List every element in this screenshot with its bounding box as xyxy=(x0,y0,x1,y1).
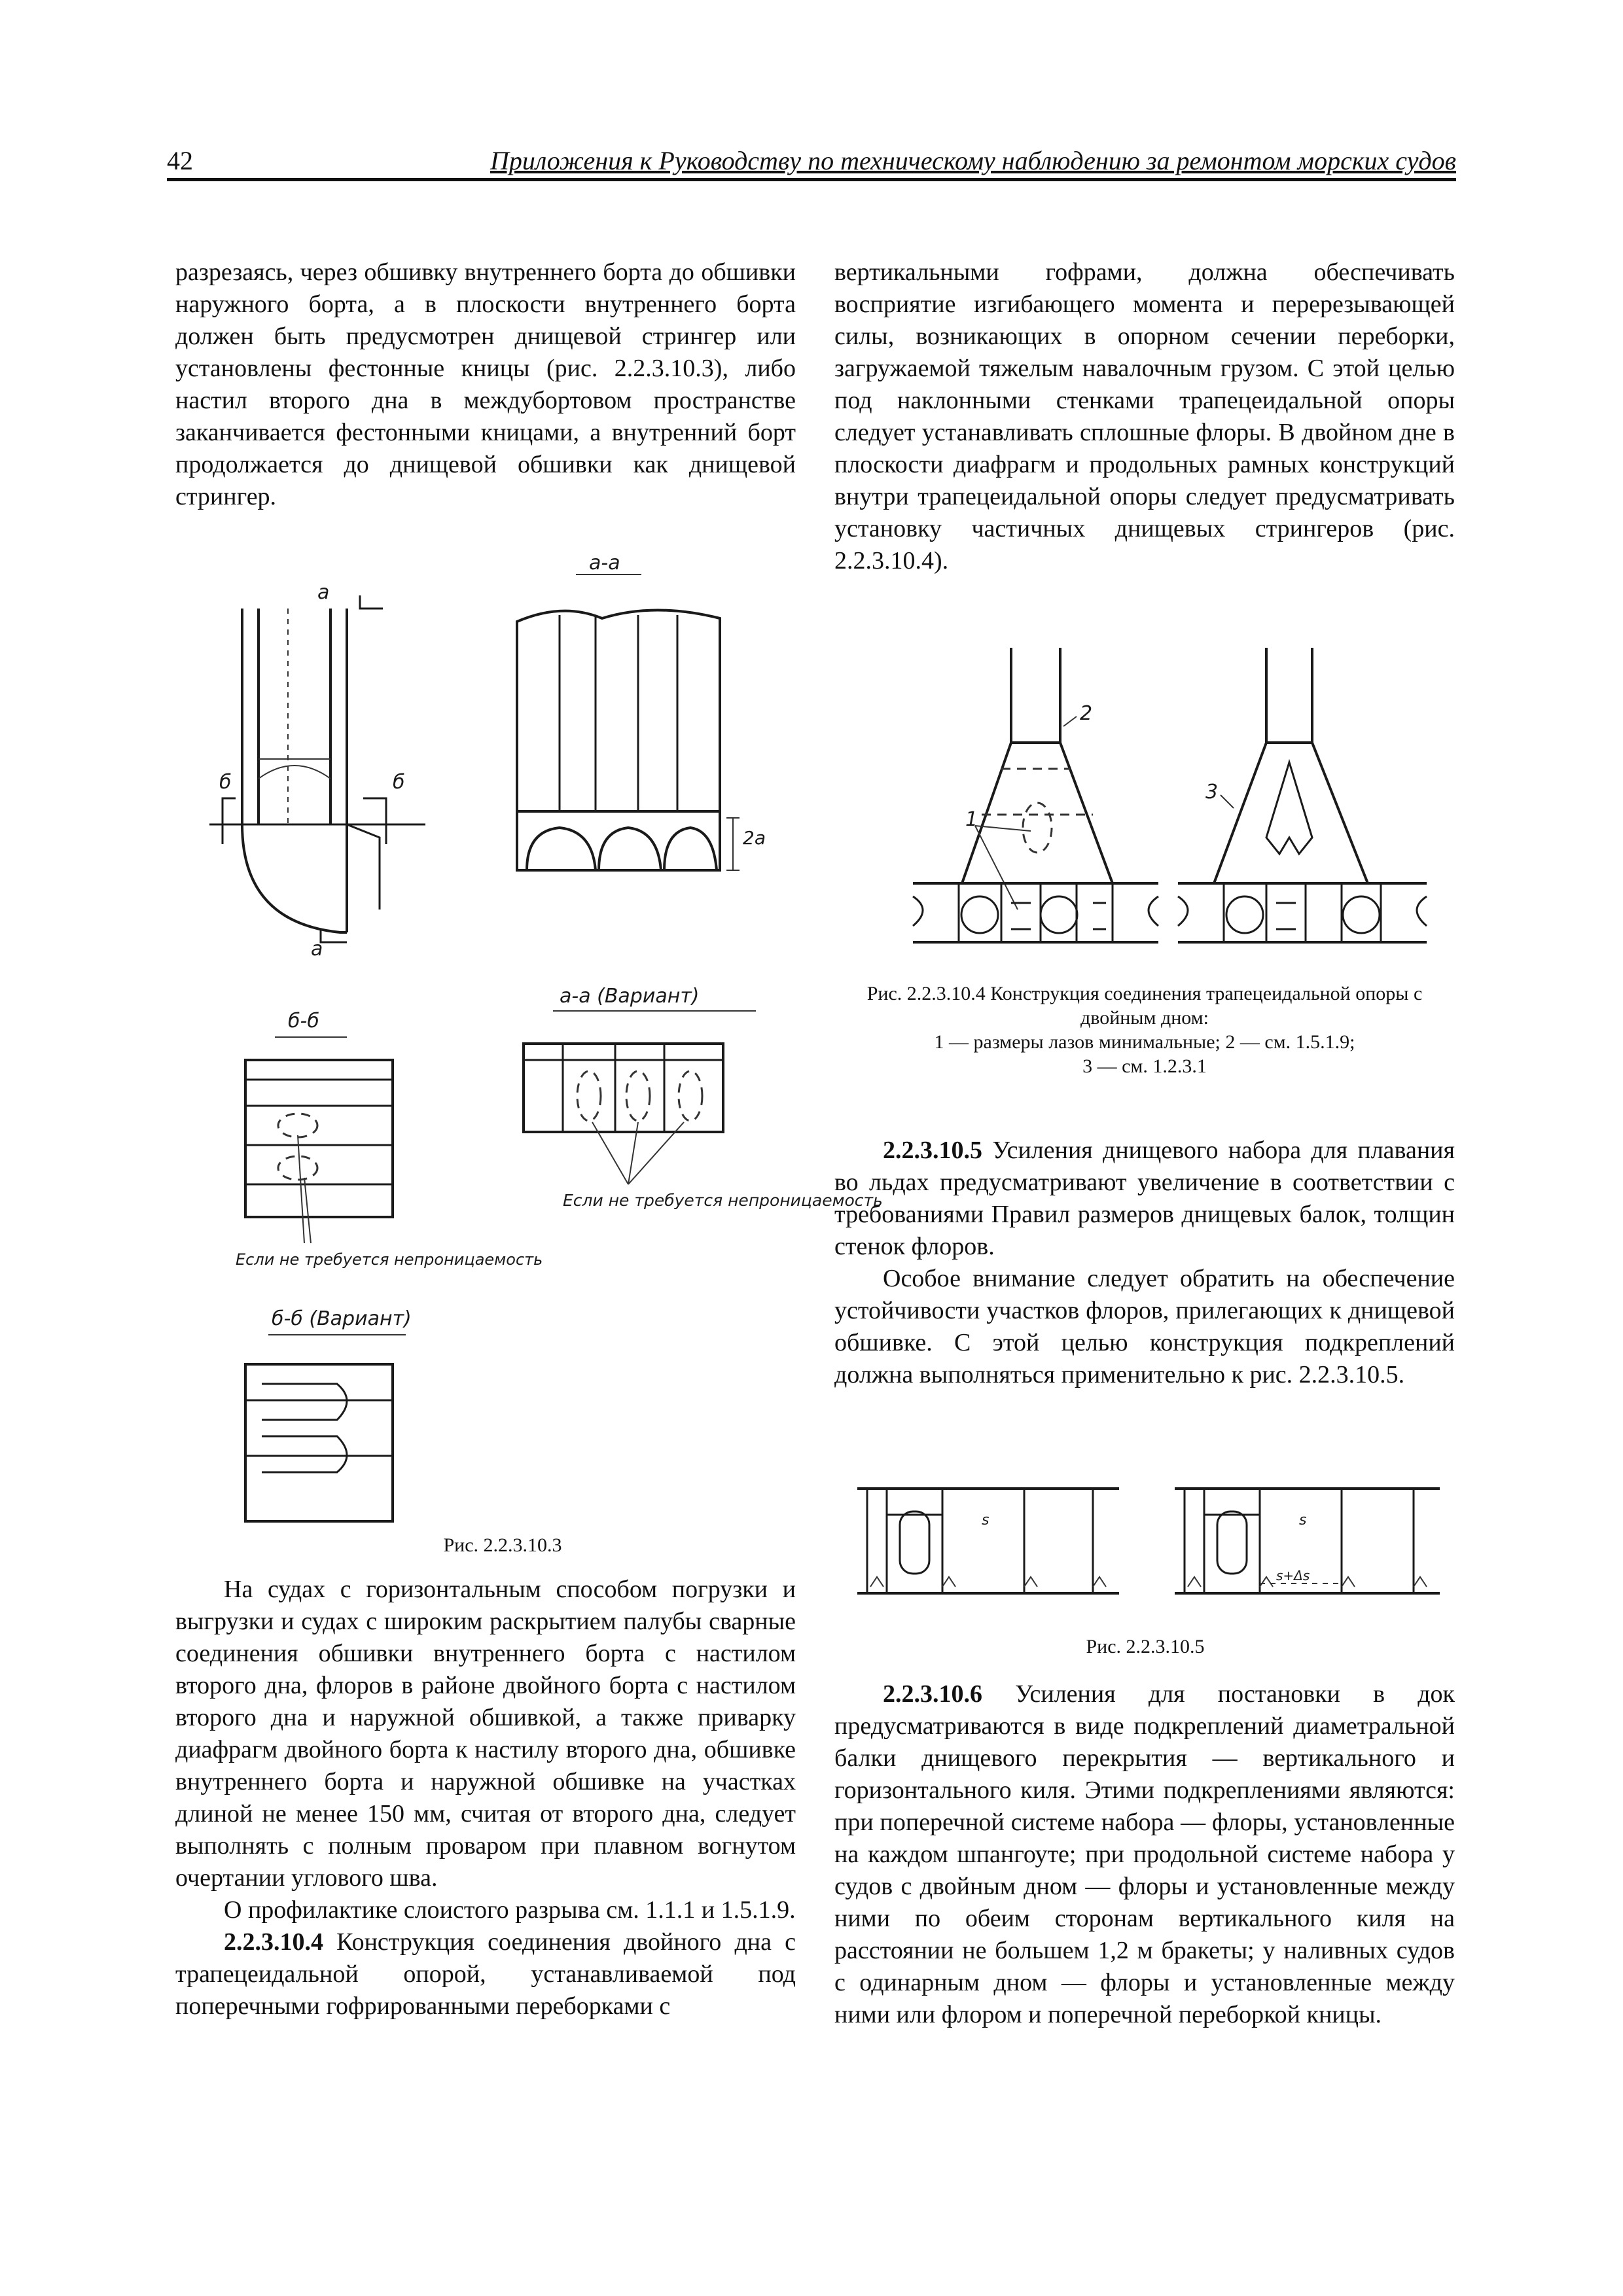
section-number: 2.2.3.10.5 xyxy=(883,1137,982,1164)
left-top-text xyxy=(175,256,796,513)
label-aa-variant: а-а (Вариант) xyxy=(560,985,700,1008)
label-a-bottom: а xyxy=(311,938,323,961)
paragraph-3 xyxy=(175,1926,796,2022)
figure-2-2-3-10-5 xyxy=(851,1475,1453,1606)
label-2a: 2а xyxy=(743,827,766,849)
right-mid-text xyxy=(834,1135,1455,1391)
running-title: Приложения к Руководству по техническому наблюдению за ремонтом морских судов xyxy=(490,146,1456,175)
header-rule xyxy=(167,178,1456,181)
label-a-top: а xyxy=(317,581,330,604)
paragraph-2: О профилактике слоистого разрыва см. 1.1.1 и 1.5.1.9. xyxy=(224,1896,796,1924)
paragraph-3-text: Конструкция соединения двойного дна с трапецеидальной опорой, устанавливаемой под поперечными гофрированными переборками с xyxy=(175,1928,796,2020)
label-aa: а-а xyxy=(589,552,620,574)
paragraph-1: На судах с горизонтальным способом погрузки и выгрузки и судах с широким раскрытием палубы сварные соединения обшивки внутреннего борта с настилом второго дна, флоров в районе двойного борта с настилом второго дна и наружной обшивкой, а также приварку диафрагм двойного борта к настилу второго дна, обшивке внутреннего борта и наружной обшивке на участках длиной не менее 150 мм, считая от второго дна, следует выполнять с полным проваром при плавном вогнутом очертании углового шва. xyxy=(175,1576,796,1892)
label-b-left: б xyxy=(219,771,232,794)
figure-4-caption-items-2: 3 — см. 1.2.3.1 xyxy=(1082,1055,1207,1077)
section-aa-variant-view xyxy=(524,985,883,1210)
ice-reinforcement-left xyxy=(857,1489,1119,1593)
note-right-figure-3: Если не требуется непроницаемость xyxy=(563,1191,883,1210)
paragraph-text: Усиления для постановки в док предусматриваются в виде подкреплений диаметральной балки днищевого перекрытия — вертикального и горизонтального киля. Этими подкреплениями являются: при поперечной системе набора — флоры, установленные на каждом шпангоуте; при продольной системе набора у судов с двойным дном — флоры и установленные между ними по обеим сторонам вертикального киля на расстоянии не большем 1,2 м бракеты; у наливных судов с одинарным дном — флоры и установленные между ними или флором и поперечной переборкой кницы. xyxy=(834,1680,1455,2028)
right-bottom-text xyxy=(834,1678,1455,2031)
section-bb-view xyxy=(236,1010,543,1269)
label-s-2: s xyxy=(1299,1512,1307,1528)
paragraph-1-text: Усиления днищевого набора для плавания во льдах предусматривают увеличение в соответствии с требованиями Правил размеров днищевых балок, толщин стенок флоров. xyxy=(834,1137,1455,1260)
figure-3-caption: Рис. 2.2.3.10.3 xyxy=(443,1534,562,1556)
side-section-view xyxy=(209,581,425,961)
paragraph: вертикальными гофрами, должна обеспечивать восприятие изгибающего момента и перерезывающей силы, возникающих в опорном сечении переборки, загружаемой тяжелым навалочным грузом. С этой целью под наклонными стенками трапецеидальной опоры следует устанавливать сплошные флоры. В двойном дне в плоскости диафрагм и продольных рамных конструкций внутри трапецеидальной опоры следует предусматривать установку частичных днищевых стрингеров (рис. 2.2.3.10.4). xyxy=(834,258,1455,574)
label-1: 1 xyxy=(965,808,978,831)
paragraph: разрезаясь, через обшивку внутреннего борта до обшивки наружного борта, а в плоскости внутреннего борта должен быть предусмотрен днищевой стрингер или установлены фестонные кницы (рис. 2.2.3.10.3), либо настил второго дна в междубортовом пространстве заканчивается фестонными кницами, а внутренний борт продолжается до днищевой обшивки как днищевой стрингер. xyxy=(175,258,796,510)
figure-2-2-3-10-4 xyxy=(903,641,1433,955)
paragraph xyxy=(834,1678,1455,2031)
figure-2-2-3-10-3 xyxy=(196,552,883,1518)
trapezoid-support-left xyxy=(913,648,1158,942)
label-3: 3 xyxy=(1205,781,1219,804)
figure-4-caption-title: Рис. 2.2.3.10.4 Конструкция соединения трапецеидальной опоры с двойным дном: xyxy=(866,983,1423,1029)
note-left-figure-3: Если не требуется непроницаемость xyxy=(236,1250,543,1269)
label-b-right: б xyxy=(393,771,405,794)
figure-5-caption: Рис. 2.2.3.10.5 xyxy=(1086,1636,1205,1657)
label-bb: б-б xyxy=(288,1010,319,1033)
label-s: s xyxy=(982,1512,990,1528)
label-bb-variant: б-б (Вариант) xyxy=(272,1307,412,1330)
left-bottom-text xyxy=(175,1574,796,2022)
label-s-delta-s: s+Δs xyxy=(1276,1568,1310,1583)
figure-4-caption xyxy=(834,981,1455,1078)
trapezoid-support-right xyxy=(1178,648,1427,942)
section-aa-view xyxy=(517,552,766,870)
label-2: 2 xyxy=(1080,702,1093,725)
ice-reinforcement-right xyxy=(1175,1489,1440,1593)
paragraph-1 xyxy=(834,1135,1455,1263)
section-number: 2.2.3.10.4 xyxy=(224,1928,323,1956)
figure-4-caption-items: 1 — размеры лазов минимальные; 2 — см. 1.5.1.9; xyxy=(934,1031,1355,1053)
right-top-text xyxy=(834,256,1455,577)
section-number: 2.2.3.10.6 xyxy=(883,1680,982,1708)
section-bb-variant-view xyxy=(245,1307,412,1521)
paragraph-2: Особое внимание следует обратить на обеспечение устойчивости участков флоров, прилегающих к днищевой обшивке. С этой целью конструкция подкреплений должна выполняться применительно к рис. 2.2.3.10.5. xyxy=(834,1265,1455,1388)
page-number: 42 xyxy=(167,146,193,175)
